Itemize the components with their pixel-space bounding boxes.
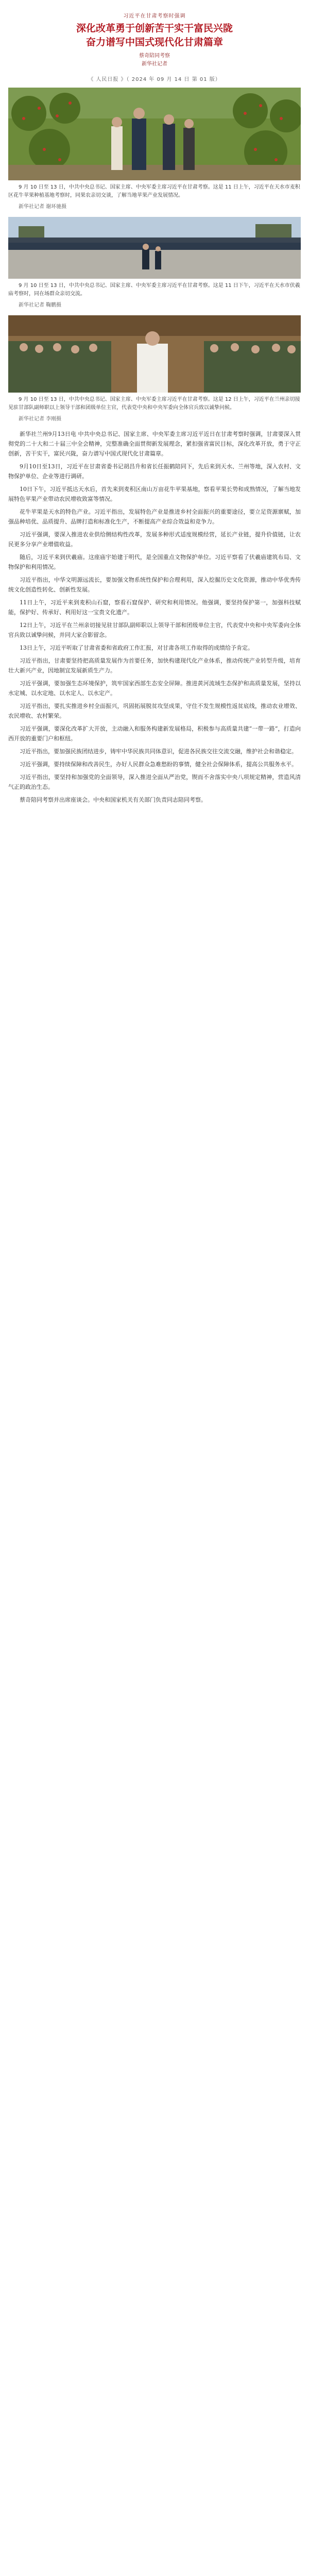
photo-orchard [8,88,301,180]
body-paragraph: 习近平指出，要加强民族团结进步，铸牢中华民族共同体意识，促进各民族交往交流交融，维护社会和谐稳定。 [20,748,297,755]
article-body [8,429,301,805]
photo-caption-1: 9 月 10 日至 13 日，中共中央总书记、国家主席、中央军委主席习近平在甘肃考察。这是 11 日上午，习近平在天水市麦积区花牛苹果种植基地考察时，同果农亲切交谈，了解当地苹果产业发展情况。 [8,184,300,198]
photo-credit-1: 新华社记者 谢环驰摄 [19,204,67,210]
body-paragraph: 12日上午，习近平在兰州亲切接见驻甘部队副师职以上领导干部和团级单位主官，代表党中央和中央军委向全体官兵致以诚挚问候，并同大家合影留念。 [8,622,301,638]
source-line: 《 人民日报 》（ 2024 年 09 月 14 日 第 01 版） [88,77,221,82]
body-paragraph: 习近平指出，要坚持和加强党的全面领导，深入推进全面从严治党，锲而不舍落实中央八项规定精神，营造风清气正的政治生态。 [8,774,301,790]
body-paragraph: 10日下午，习近平抵达天水后，首先来到麦积区南山万亩花牛苹果基地，察看苹果长势和成熟情况，了解当地发展特色苹果产业带动农民增收致富等情况。 [8,486,301,502]
body-paragraph: 蔡奇陪同考察并出席座谈会。中央和国家机关有关部门负责同志陪同考察。 [20,796,207,803]
photo-credit-2: 新华社记者 鞠鹏摄 [19,302,62,308]
article-kicker: 习近平在甘肃考察时强调 [123,13,186,19]
body-paragraph: 习近平强调，要加强生态环境保护，筑牢国家西部生态安全屏障。推进黄河流域生态保护和高质量发展，坚持以水定城、以水定地、以水定人、以水定产。 [8,680,301,697]
body-paragraph: 习近平强调，要持续保障和改善民生，办好人民群众急难愁盼的事情，健全社会保障体系，提高公共服务水平。 [20,761,297,768]
body-paragraph: 11日上午，习近平来到麦积山石窟，察看石窟保护、研究和利用情况。他强调，要坚持保护第一，加强科技赋能，保护好、传承好、利用好这一宝贵文化遗产。 [8,599,301,616]
photo-caption-3: 9 月 10 日至 13 日，中共中央总书记、国家主席、中央军委主席习近平在甘肃考察。这是 12 日上午，习近平在兰州亲切接见驻甘部队副师职以上领导干部和团级单位主官，代表党中央和中央军委向全体官兵致以诚挚问候。 [8,397,300,411]
byline-line-1: 蔡奇陪同考察 [139,53,170,59]
body-paragraph: 习近平指出，要扎实推进乡村全面振兴，巩固拓展脱贫攻坚成果，守住不发生规模性返贫底线，推动农业增效、农民增收、农村繁荣。 [8,703,301,719]
body-paragraph: 随后，习近平来到伏羲庙。这座庙宇始建于明代，是全国重点文物保护单位。习近平察看了伏羲庙建筑布局、文物保护和利用情况。 [8,554,301,570]
photo-soldiers [8,315,301,393]
article-headline-line-2: 奋力谱写中国式现代化甘肃篇章 [85,37,223,48]
body-paragraph: 新华社兰州9月13日电 中共中央总书记、国家主席、中央军委主席习近平近日在甘肃考察时强调，甘肃要深入贯彻党的二十大和二十届三中全会精神，完整准确全面贯彻新发展理念，紧扣强省富民目标，深化改革开放，勇于守正创新，苦干实干，富民兴陇，奋力谱写中国式现代化甘肃篇章。 [8,431,301,457]
byline [8,52,301,69]
photo-square [8,217,301,279]
byline-line-2: 新华社记者 [142,61,167,67]
photo-caption-2: 9 月 10 日至 13 日，中共中央总书记、国家主席、中央军委主席习近平在甘肃考察。这是 11 日下午，习近平在天水市伏羲庙考察时，同在场群众亲切交流。 [8,283,300,297]
photo-credit-3: 新华社记者 李刚摄 [19,416,62,422]
body-paragraph: 13日上午，习近平听取了甘肃省委和省政府工作汇报，对甘肃各项工作取得的成绩给予肯定。 [20,645,253,651]
body-paragraph: 花牛苹果是天水的特色产业。习近平指出，发展特色产业是推进乡村全面振兴的重要途径，要立足资源禀赋，加强品种培优、品质提升、品牌打造和标准化生产，不断提高产业综合效益和竞争力。 [8,509,301,525]
body-paragraph: 9月10日至13日，习近平在甘肃省委书记胡昌升和省长任振鹤陪同下，先后来到天水、兰州等地，深入农村、文物保护单位、企业等进行调研。 [8,463,301,480]
body-paragraph: 习近平指出，中华文明源远流长，要加强文物系统性保护和合理利用，深入挖掘历史文化资源，推动中华优秀传统文化创造性转化、创新性发展。 [8,577,301,593]
body-paragraph: 习近平强调，要深入推进农业供给侧结构性改革，发展多种形式适度规模经营，延长产业链，提升价值链，让农民更多分享产业增值收益。 [8,531,301,548]
article-headline-line-1: 深化改革勇于创新苦干实干富民兴陇 [76,23,233,34]
body-paragraph: 习近平指出，甘肃要坚持把高质量发展作为首要任务，加快构建现代化产业体系，推动传统产业转型升级，培育壮大新兴产业，因地制宜发展新质生产力。 [8,657,301,674]
body-paragraph: 习近平强调，要深化改革扩大开放，主动融入和服务构建新发展格局，积极参与高质量共建“一带一路”，打造向西开放的重要门户和枢纽。 [8,725,301,742]
